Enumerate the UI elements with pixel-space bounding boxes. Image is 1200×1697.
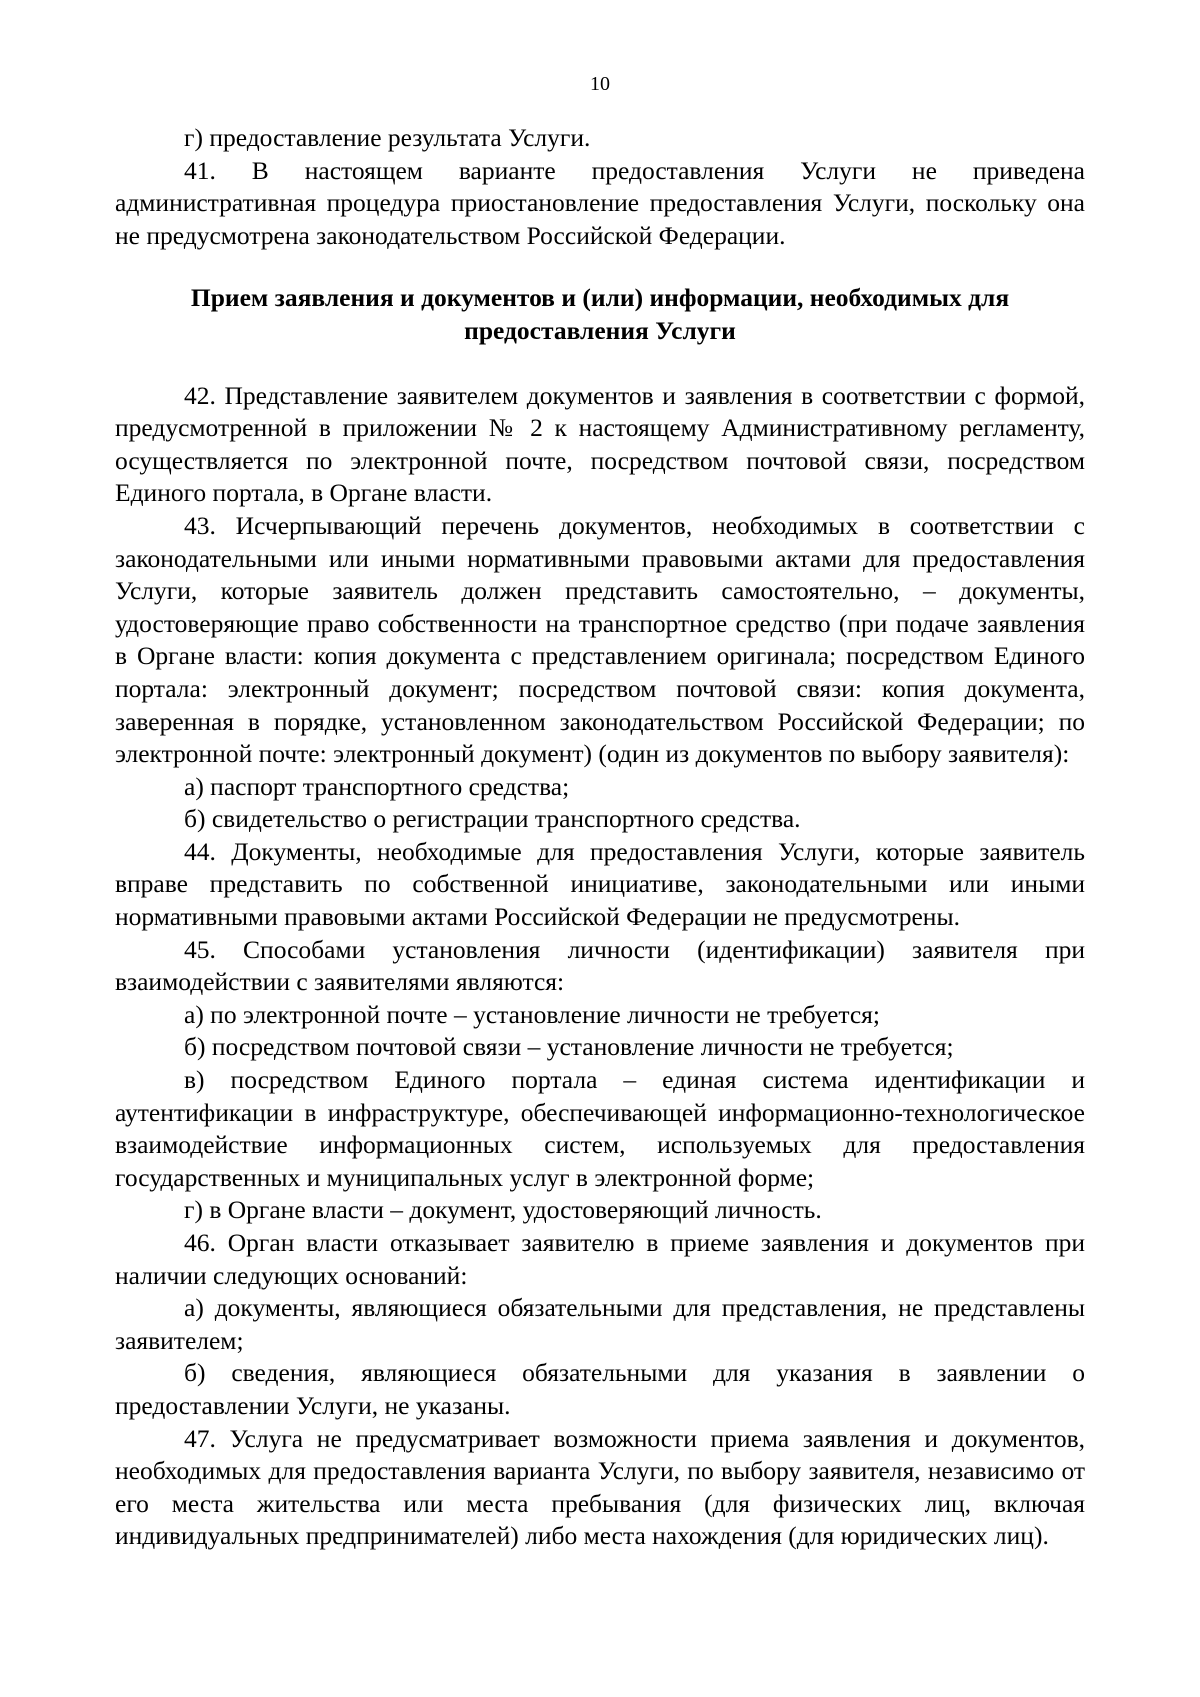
list-item: а) по электронной почте – установление личности не требуется; xyxy=(184,999,880,1029)
paragraph: 41. В настоящем варианте предоставления Услуги не приведена административная процедура приостановление предоставления Услуги, поскольку она не предусмотрена законодательством Российской Федерации. xyxy=(115,155,1085,250)
list-item: а) документы, являющиеся обязательными для представления, не представлены заявителем; xyxy=(115,1293,1085,1355)
list-item: б) свидетельство о регистрации транспортного средства. xyxy=(184,804,801,834)
document-body xyxy=(115,122,1085,1553)
paragraph: 42. Представление заявителем документов и заявления в соответствии с формой, предусмотренной в приложении № 2 к настоящему Административному регламенту, осуществляется по электронной почте, посредством почтовой связи, посредством Единого портала, в Органе власти. xyxy=(115,380,1085,508)
list-item: б) сведения, являющиеся обязательными для указания в заявлении о предоставлении Услуги, не указаны. xyxy=(115,1358,1085,1420)
paragraph: 43. Исчерпывающий перечень документов, необходимых в соответствии с законодательными или иными нормативными правовыми актами для предоставления Услуги, которые заявитель должен представить самостоятельно, – документы, удостоверяющие право собственности на транспортное средство (при подаче заявления в Органе власти: копия документа с представлением оригинала; посредством Единого портала: электронный документ; посредством почтовой связи: копия документа, заверенная в порядке, установленном законодательством Российской Федерации; по электронной почте: электронный документ) (один из документов по выбору заявителя): xyxy=(115,510,1085,769)
section-heading xyxy=(115,282,1085,347)
list-item: г) в Органе власти – документ, удостоверяющий личность. xyxy=(184,1195,822,1225)
list-item: в) посредством Единого портала – единая система идентификации и аутентификации в инфраструктуре, обеспечивающей информационно-технологическое взаимодействие информационных систем, используемых для предоставления государственных и муниципальных услуг в электронной форме; xyxy=(115,1065,1085,1192)
paragraph: 45. Способами установления личности (идентификации) заявителя при взаимодействии с заявителями являются: xyxy=(115,934,1085,997)
section-heading-line: Прием заявления и документов и (или) информации, необходимых для xyxy=(190,283,1010,313)
section-heading-line: предоставления Услуги xyxy=(464,315,736,345)
paragraph: г) предоставление результата Услуги. xyxy=(184,123,591,152)
paragraph: 47. Услуга не предусматривает возможности приема заявления и документов, необходимых для предоставления варианта Услуги, по выбору заявителя, независимо от его места жительства или места пребывания (для физических лиц, включая индивидуальных предпринимателей) либо места нахождения (для юридических лиц). xyxy=(115,1423,1085,1551)
paragraph: 46. Орган власти отказывает заявителю в приеме заявления и документов при наличии следующих оснований: xyxy=(115,1228,1085,1290)
list-item: а) паспорт транспортного средства; xyxy=(184,771,570,801)
paragraph: 44. Документы, необходимые для предоставления Услуги, которые заявитель вправе представить по собственной инициативе, законодательными или иными нормативными правовыми актами Российской Федерации не предусмотрены. xyxy=(115,836,1085,932)
list-item: б) посредством почтовой связи – установление личности не требуется; xyxy=(184,1032,954,1062)
page-number: 10 xyxy=(590,73,610,95)
